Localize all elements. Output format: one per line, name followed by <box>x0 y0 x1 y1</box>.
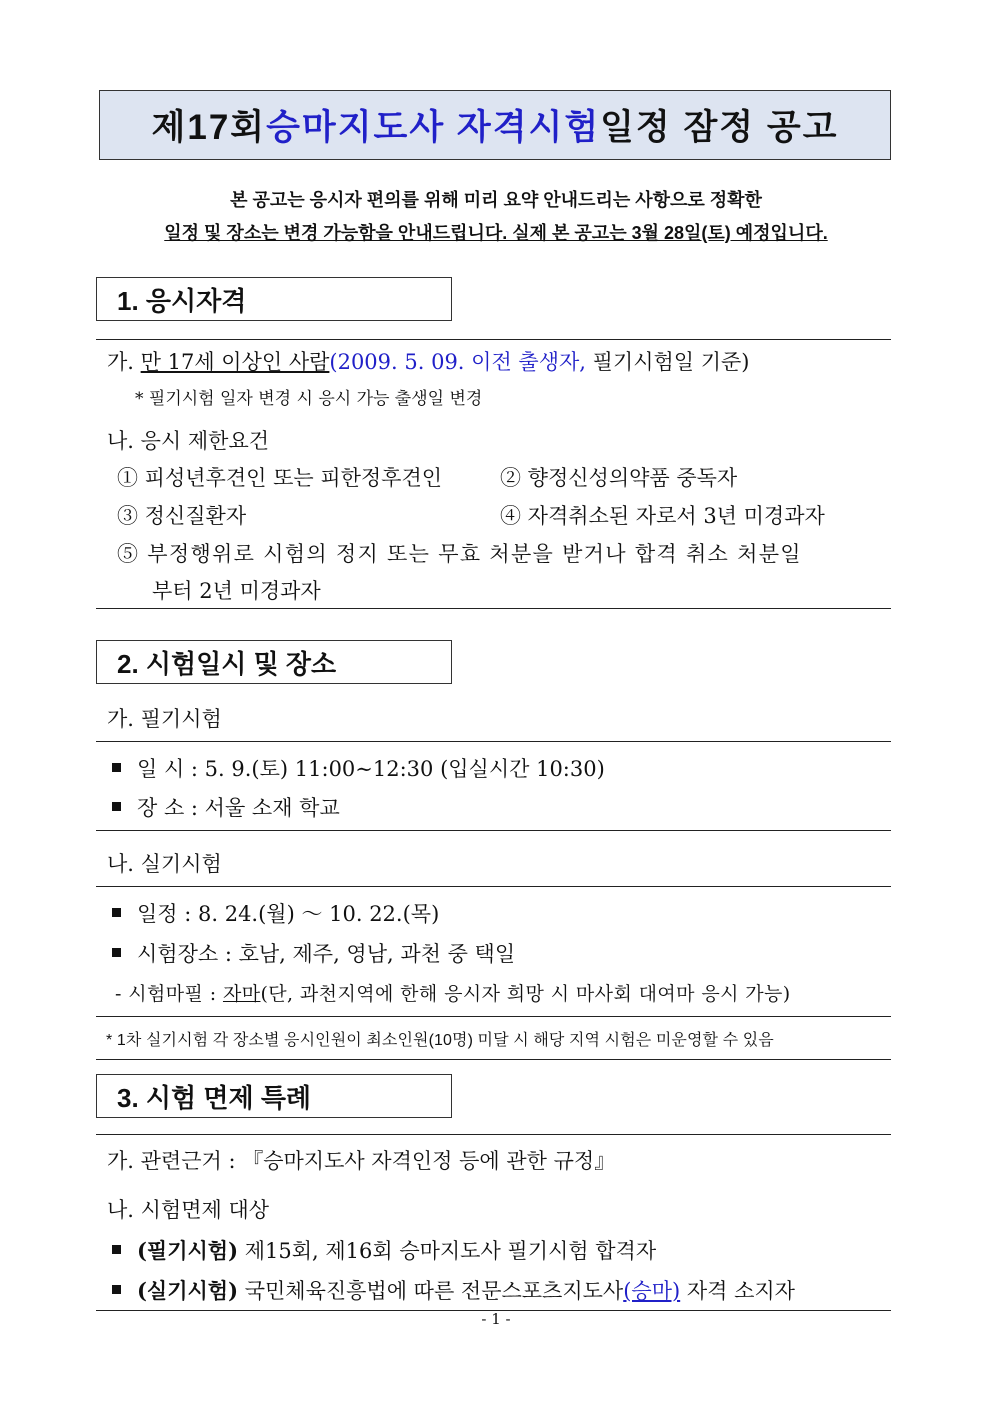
bullet-icon <box>112 763 121 772</box>
section-heading-3: 3. 시험 면제 특례 <box>96 1074 452 1118</box>
bullet-icon <box>112 1245 121 1254</box>
practical-exam-place: 시험장소 : 호남, 제주, 영남, 과천 중 택일 <box>112 938 515 968</box>
restriction-item: ② 향정신성의약품 중독자 <box>500 466 738 490</box>
bullet-icon <box>112 908 121 917</box>
page-number: - 1 - <box>481 1310 511 1328</box>
divider <box>96 608 891 609</box>
divider <box>96 830 891 831</box>
page-title: 제17회 승마지도사 자격시험 일정 잠정 공고 <box>99 90 891 160</box>
restriction-item: ① 피성년후견인 또는 피한정후견인 <box>117 466 443 490</box>
practical-exam-schedule: 일정 : 8. 24.(월) ～ 10. 22.(목) <box>112 898 439 928</box>
section-heading-2: 2. 시험일시 및 장소 <box>96 640 452 684</box>
title-highlight: 승마지도사 자격시험 <box>266 108 601 147</box>
horse-note: - 시험마필 : 자마(단, 과천지역에 한해 응시자 희망 시 마사회 대여마 응시 가능) <box>115 983 791 1005</box>
written-exam-heading: 가. 필기시험 <box>107 707 222 731</box>
exemption-written: (필기시험) 제15회, 제16회 승마지도사 필기시험 합격자 <box>112 1235 656 1265</box>
divider <box>96 1134 891 1135</box>
intro-line-2: 일정 및 장소는 변경 가능함을 안내드립니다. 실제 본 공고는 3월 28일(토) 예정입니다. <box>164 223 828 243</box>
legal-basis: 가. 관련근거 : 『승마지도사 자격인정 등에 관한 규정』 <box>107 1149 616 1173</box>
minimum-applicants-note: * 1차 실기시험 각 장소별 응시인원이 최소인원(10명) 미달 시 해당 지역 시험은 미운영할 수 있음 <box>106 1032 774 1049</box>
exemption-heading: 나. 시험면제 대상 <box>107 1198 270 1222</box>
written-exam-datetime: 일 시 : 5. 9.(토) 11:00∼12:30 (입실시간 10:30) <box>112 753 605 783</box>
restriction-heading: 나. 응시 제한요건 <box>107 429 270 453</box>
divider <box>96 886 891 887</box>
divider <box>96 339 891 340</box>
restriction-item: ③ 정신질환자 <box>117 504 247 528</box>
exemption-practical: (실기시험) 국민체육진흥법에 따른 전문스포츠지도사(승마) 자격 소지자 <box>112 1275 795 1305</box>
practical-exam-heading: 나. 실기시험 <box>107 852 222 876</box>
bullet-icon <box>112 802 121 811</box>
restriction-item: ④ 자격취소된 자로서 3년 미경과자 <box>500 504 825 528</box>
restriction-item-cont: 부터 2년 미경과자 <box>152 579 321 603</box>
divider <box>96 1059 891 1060</box>
birthdate-note: * 필기시험 일자 변경 시 응시 가능 출생일 변경 <box>135 389 483 409</box>
bullet-icon <box>112 948 121 957</box>
intro-line-1: 본 공고는 응시자 편의를 위해 미리 요약 안내드리는 사항으로 정확한 <box>230 190 762 210</box>
divider <box>96 741 891 742</box>
restriction-item: ⑤ 부정행위로 시험의 정지 또는 무효 처분을 받거나 합격 취소 처분일 <box>117 542 802 566</box>
section-heading-1: 1. 응시자격 <box>96 277 452 321</box>
divider <box>96 1016 891 1017</box>
eligibility-age: 가. 만 17세 이상인 사람(2009. 5. 09. 이전 출생자, 필기시험일 기준) <box>107 350 750 374</box>
written-exam-place: 장 소 : 서울 소재 학교 <box>112 792 340 822</box>
bullet-icon <box>112 1285 121 1294</box>
